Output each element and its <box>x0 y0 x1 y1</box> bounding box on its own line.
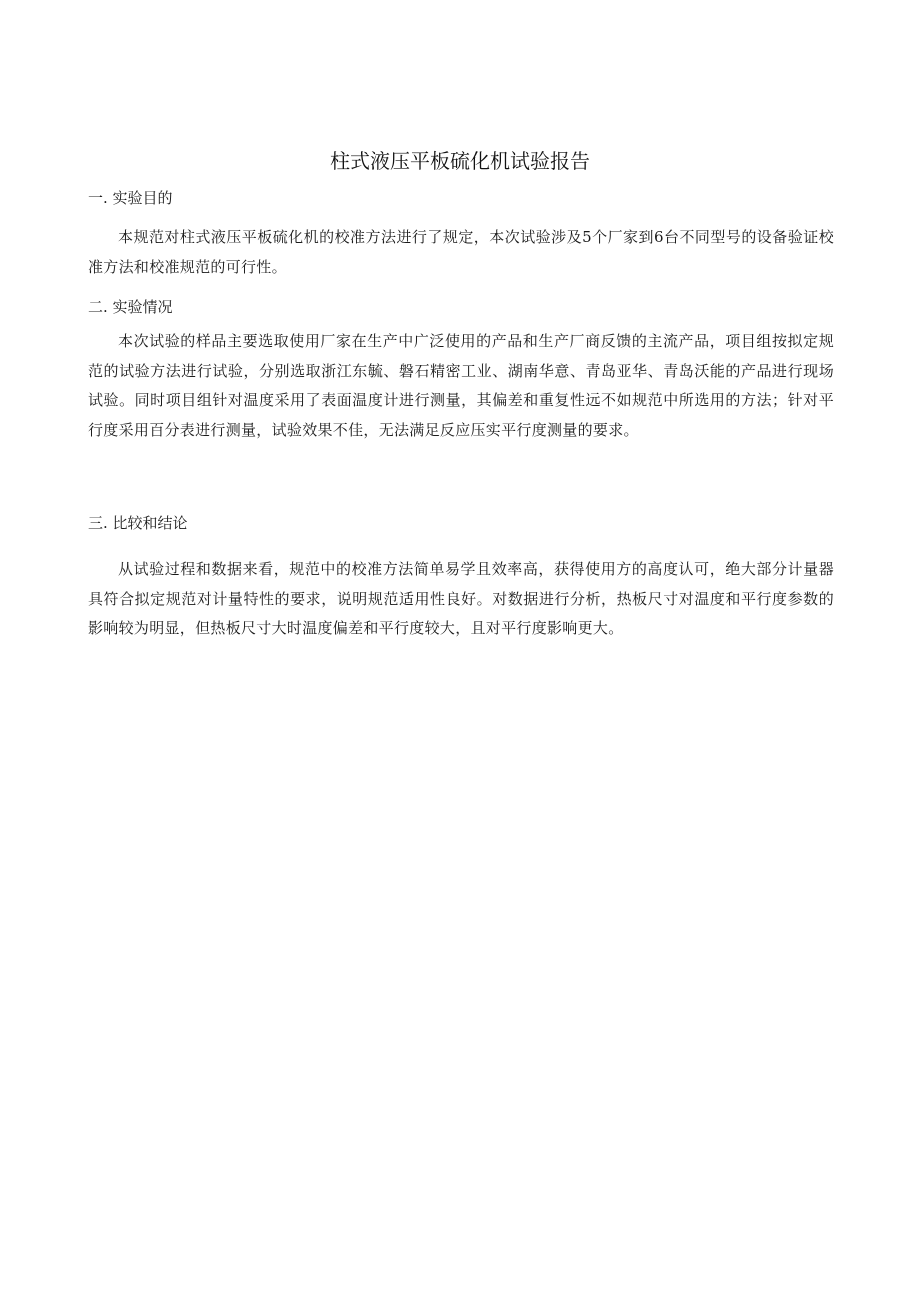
section-heading-situation: 二. 实验情况 <box>88 298 173 316</box>
section-paragraph-situation: 本次试验的样品主要选取使用厂家在生产中广泛使用的产品和生产厂商反馈的主流产品，项目组按拟定规范的试验方法进行试验，分别选取浙江东毓、磐石精密工业、湖南华意、青岛亚华、青岛沃能的产品进行现场试验。同时项目组针对温度采用了表面温度计进行测量，其偏差和重复性远不如规范中所选用的方法；针对平行度采用百分表进行测量，试验效果不佳，无法满足反应压实平行度测量的要求。 <box>88 332 834 439</box>
section-heading-conclusion: 三. 比较和结论 <box>88 514 188 532</box>
section-heading-purpose: 一. 实验目的 <box>88 189 173 207</box>
section-paragraph-purpose: 本规范对柱式液压平板硫化机的校准方法进行了规定，本次试验涉及5个厂家到6台不同型号的设备验证校准方法和校准规范的可行性。 <box>88 228 834 276</box>
document-title: 柱式液压平板硫化机试验报告 <box>330 149 590 173</box>
section-paragraph-conclusion: 从试验过程和数据来看，规范中的校准方法简单易学且效率高，获得使用方的高度认可，绝大部分计量器具符合拟定规范对计量特性的要求，说明规范适用性良好。对数据进行分析，热板尺寸对温度和平行度参数的影响较为明显，但热板尺寸大时温度偏差和平行度较大，且对平行度影响更大。 <box>88 560 834 637</box>
